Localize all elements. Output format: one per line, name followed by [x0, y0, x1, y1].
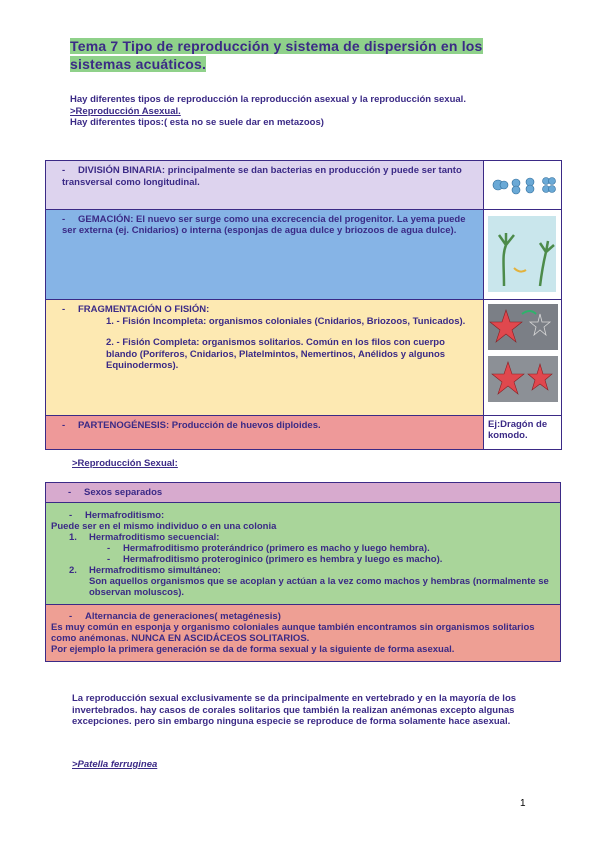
budding-image — [484, 209, 562, 300]
hermaphroditism-intro: Puede ser en el mismo individuo o en una colonia — [51, 521, 277, 532]
alternation-row: - Alternancia de generaciones( metagénesis) Es muy común en esponja y organismo coloniales aunque también encontramos sin organismos solitarios como anémonas. NUNCA EN ASCIDÁCEOS SOLITARIOS. Por ejemplo la primera generación se da de forma sexual y la siguiente de forma asexual. — [46, 605, 561, 662]
simultaneous-text: Son aquellos organismos que se acoplan y actúan a la vez como machos y hembras (normalmente se observan moluscos). — [89, 576, 549, 598]
table-row — [46, 503, 561, 605]
table-row — [46, 605, 561, 662]
binary-fission-image — [484, 161, 562, 210]
asexual-section-link[interactable]: >Reproducción Asexual. — [70, 105, 181, 117]
intro-block — [70, 94, 510, 129]
table-row — [46, 161, 562, 210]
table-row — [46, 483, 561, 503]
table-row — [46, 415, 562, 449]
asexual-table — [45, 160, 562, 450]
complete-fission-text: 2. - Fisión Completa: organismos solitarios. Común en los filos con cuerpo blando (Poríferos, Cnidarios, Platelmintos, Nemertinos, Anélidos y algunos Equinodermos). — [106, 337, 446, 371]
sexual-reproduction-paragraph: La reproducción sexual exclusivamente se da principalmente en vertebrado y en la mayoría de los invertebrados. hay casos de corales solitarios que también la realizan anémonas excepto algunas excepciones. pero sin embargo ninguna especie se reproduce de forma solamente hace asexual. — [72, 693, 517, 727]
starfish-image — [484, 300, 562, 416]
table-row — [46, 209, 562, 300]
parthenogenesis-cell: - PARTENOGÉNESIS: Producción de huevos diploides. — [46, 415, 484, 449]
page-number: 1 — [520, 798, 526, 809]
alternation-text: Es muy común en esponja y organismo coloniales aunque también encontramos sin organismos solitarios como anémonas. NUNCA EN ASCIDÁCEOS SOLITARIOS. — [51, 622, 535, 644]
page-title: Tema 7 Tipo de reproducción y sistema de dispersión en los sistemas acuáticos. — [70, 38, 483, 72]
alternation-example: Por ejemplo la primera generación se da de forma sexual y la siguiente de forma asexual. — [51, 644, 455, 655]
binary-fission-cell: - DIVISIÓN BINARIA: principalmente se dan bacterias en producción y puede ser tanto transversal como longitudinal. — [46, 161, 484, 210]
table-row — [46, 300, 562, 416]
separate-sexes-row: - Sexos separados — [46, 483, 561, 503]
sexual-table — [45, 482, 561, 662]
komodo-example: Ej:Dragón de komodo. — [484, 415, 562, 449]
intro-text: Hay diferentes tipos de reproducción la reproducción asexual y la reproducción sexual. — [70, 94, 466, 105]
incomplete-fission-text: 1. - Fisión Incompleta: organismos coloniales (Cnidarios, Briozoos, Tunicados). — [106, 315, 466, 327]
sexual-section-link[interactable]: >Reproducción Sexual: — [72, 458, 178, 469]
patella-link[interactable]: >Patella ferruginea — [72, 759, 158, 770]
budding-cell: - GEMACIÓN: El nuevo ser surge como una excrecencia del progenitor. La yema puede ser externa (ej. Cnidarios) o interna (esponjas de agua dulce y briozoos de agua dulce). — [46, 209, 484, 300]
intro-types-text: Hay diferentes tipos:( esta no se suele dar en metazoos) — [70, 117, 324, 128]
fragmentation-cell: - FRAGMENTACIÓN O FISIÓN: 1. - Fisión Incompleta: organismos coloniales (Cnidarios, Briozoos, Tunicados). 2. - Fisión Completa: organismos solitarios. Común en los filos con cuerpo blando (Poríferos, Cnidarios, Platelmintos, Nemertinos, Anélidos y algunos Equinodermos). — [46, 300, 484, 416]
hermaphroditism-row: - Hermafroditismo: Puede ser en el mismo individuo o en una colonia 1. Hermafroditismo secuencial: - Hermafroditismo proterándrico (primero es macho y luego hembra). - Hermafroditismo proteroginico (primero es hembra y luego es macho). 2. Hermafroditismo simultáneo: Son aquellos organismos que se acoplan y actúan a la vez como machos y hembras (normalmente se observan moluscos). — [46, 503, 561, 605]
